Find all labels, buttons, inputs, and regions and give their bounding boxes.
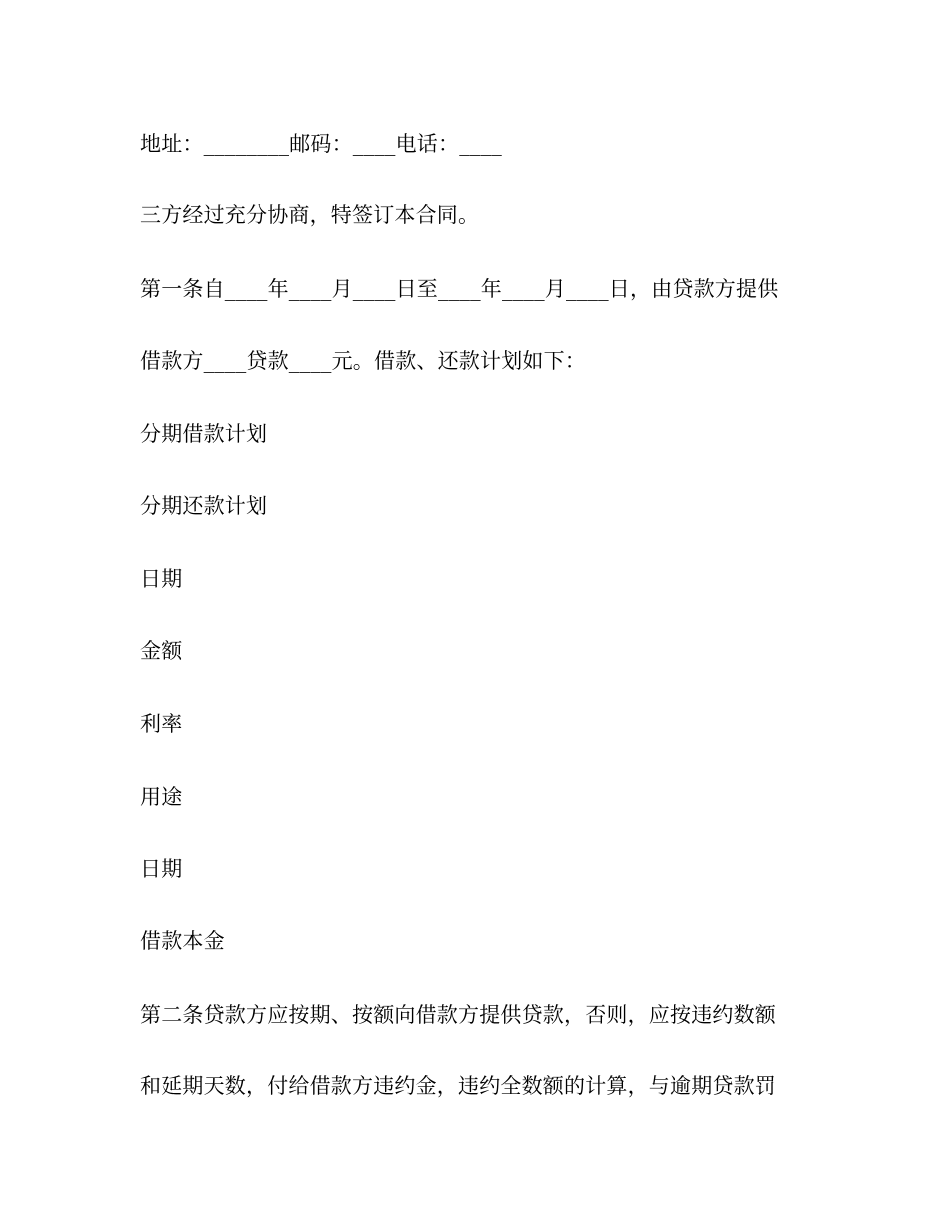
installment-loan-plan-label: 分期借款计划 xyxy=(140,422,268,446)
installment-repayment-plan-label: 分期还款计划 xyxy=(140,494,268,518)
article-two-line-1: 第二条贷款方应按期、按额向借款方提供贷款，否则，应按违约数额 xyxy=(140,1003,776,1027)
article-two-line-2: 和延期天数，付给借款方违约金，违约全数额的计算，与逾期贷款罚 xyxy=(140,1074,776,1098)
interest-rate-label: 利率 xyxy=(140,712,183,736)
loan-principal-label: 借款本金 xyxy=(140,929,225,953)
amount-label: 金额 xyxy=(140,639,183,663)
address-line: 地址：________邮码：____电话：____ xyxy=(140,132,502,156)
date-label: 日期 xyxy=(140,567,183,591)
article-one-line-2: 借款方____贷款____元。借款、还款计划如下： xyxy=(140,349,586,373)
repayment-date-label: 日期 xyxy=(140,857,183,881)
purpose-label: 用途 xyxy=(140,785,183,809)
agreement-statement: 三方经过充分协商，特签订本合同。 xyxy=(140,203,480,227)
article-one-line-1: 第一条自____年____月____日至____年____月____日，由贷款方提供 xyxy=(140,277,779,301)
